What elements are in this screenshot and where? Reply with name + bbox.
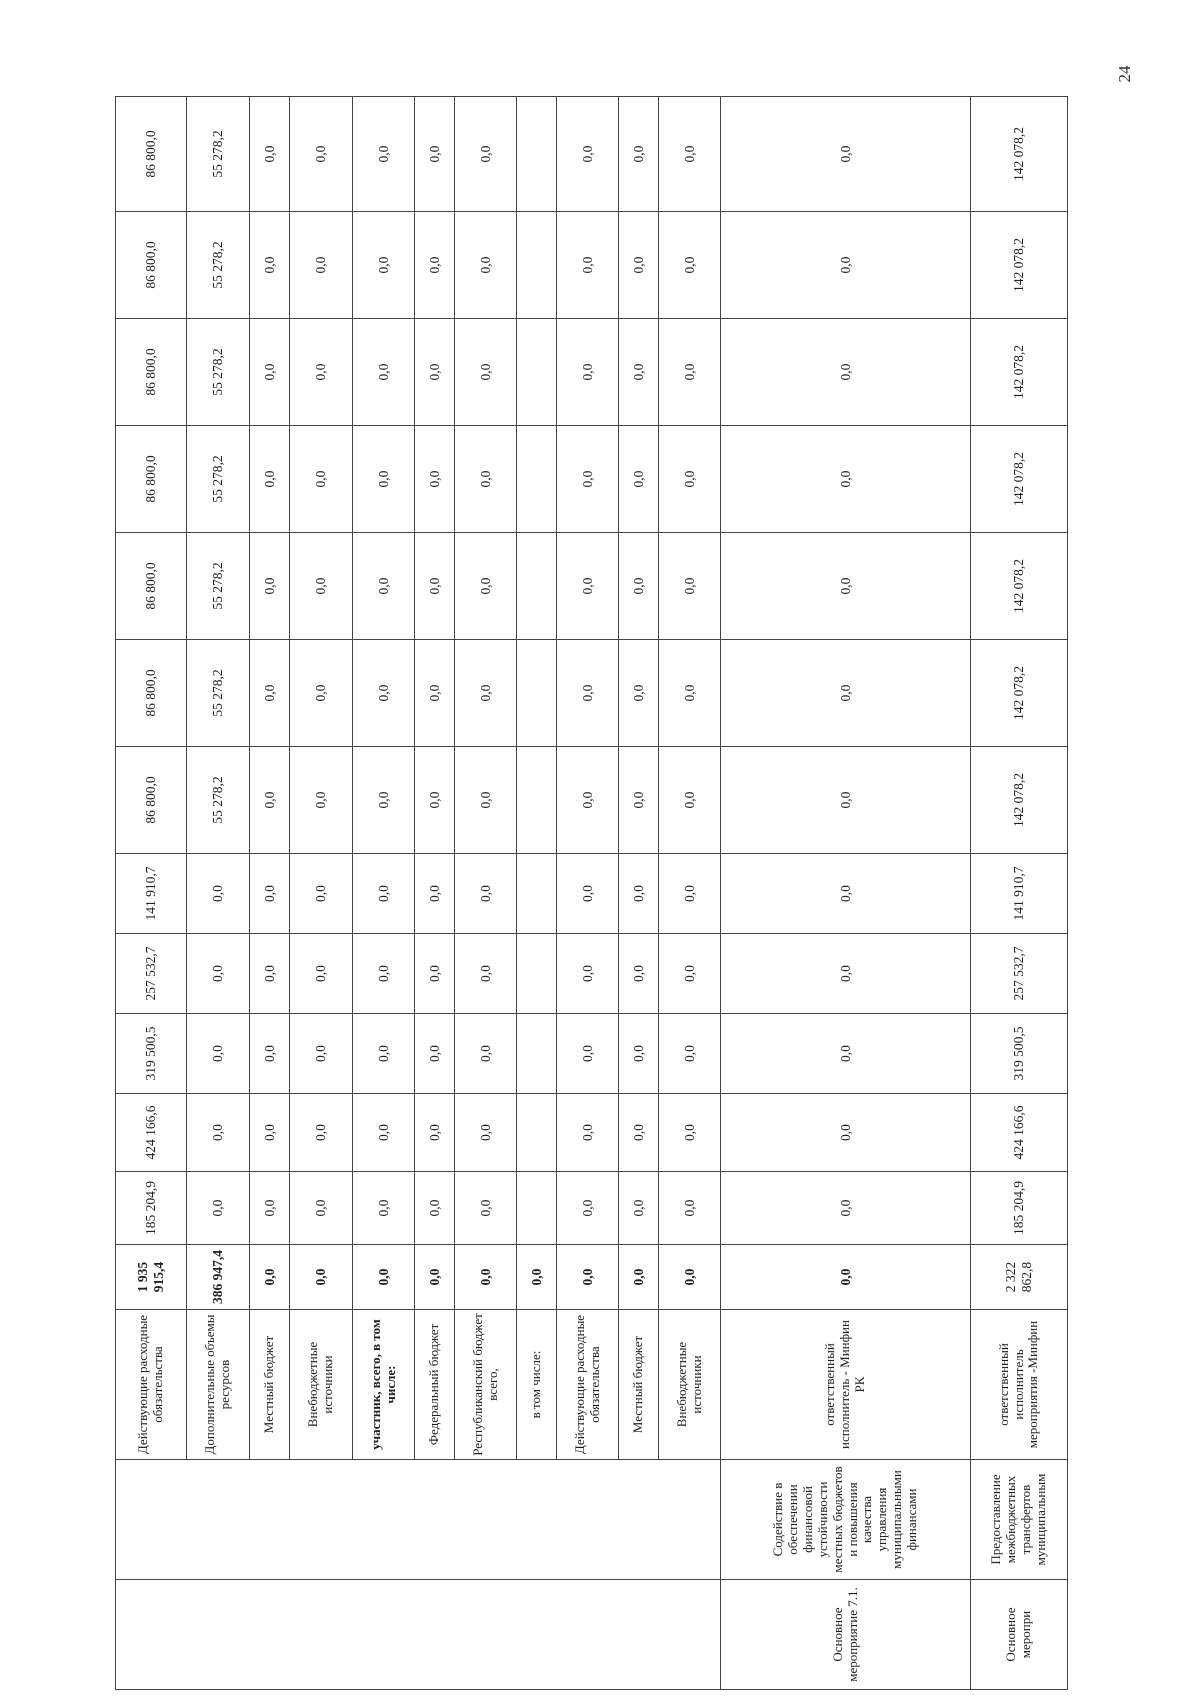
value-cell: 0,0: [659, 1094, 721, 1172]
value-cell: 0,0: [455, 533, 517, 640]
value-cell: 0,0: [353, 97, 415, 212]
value-cell: 185 204,9: [971, 1172, 1068, 1245]
source-label: Республиканский бюджет всего,: [455, 1310, 517, 1460]
value-cell: 141 910,7: [971, 854, 1068, 934]
value-cell: 0,0: [415, 854, 455, 934]
value-cell: 0,0: [187, 854, 250, 934]
event-name-cell: Предоставление межбюджетных трансфертов муниципальным: [971, 1460, 1068, 1580]
value-cell: 0,0: [455, 212, 517, 319]
value-cell: 0,0: [721, 97, 971, 212]
source-label: Местный бюджет: [619, 1310, 659, 1460]
value-cell: 0,0: [557, 640, 619, 747]
value-cell: 55 278,2: [187, 212, 250, 319]
value-cell: 0,0: [353, 426, 415, 533]
value-cell: 2 322 862,8: [971, 1245, 1068, 1310]
value-cell: 0,0: [721, 934, 971, 1014]
value-cell: 86 800,0: [116, 747, 187, 854]
value-cell: 0,0: [353, 640, 415, 747]
source-label: Внебюджетные источники: [659, 1310, 721, 1460]
value-cell: 0,0: [353, 747, 415, 854]
value-cell: 142 078,2: [971, 426, 1068, 533]
table-row: [659, 97, 721, 1690]
value-cell: 0,0: [721, 426, 971, 533]
value-cell: 0,0: [250, 1094, 290, 1172]
value-cell: 55 278,2: [187, 426, 250, 533]
value-cell: 0,0: [187, 1094, 250, 1172]
page-number: 24: [1115, 65, 1134, 83]
value-cell: 55 278,2: [187, 97, 250, 212]
value-cell: [517, 1172, 557, 1245]
value-cell: 0,0: [659, 934, 721, 1014]
table-row: [187, 97, 250, 1690]
value-cell: 0,0: [557, 854, 619, 934]
value-cell: 0,0: [557, 97, 619, 212]
source-label: Федеральный бюджет: [415, 1310, 455, 1460]
value-cell: [517, 212, 557, 319]
value-cell: 0,0: [415, 1094, 455, 1172]
value-cell: 0,0: [353, 533, 415, 640]
value-cell: 0,0: [455, 1172, 517, 1245]
value-cell: 142 078,2: [971, 319, 1068, 426]
value-cell: 0,0: [557, 319, 619, 426]
value-cell: 0,0: [415, 212, 455, 319]
value-cell: 0,0: [659, 533, 721, 640]
value-cell: 0,0: [659, 426, 721, 533]
value-cell: 55 278,2: [187, 747, 250, 854]
value-cell: 0,0: [721, 854, 971, 934]
value-cell: 0,0: [455, 426, 517, 533]
value-cell: 0,0: [455, 854, 517, 934]
value-cell: 0,0: [721, 1172, 971, 1245]
value-cell: 55 278,2: [187, 533, 250, 640]
value-cell: 0,0: [455, 97, 517, 212]
value-cell: 0,0: [619, 1172, 659, 1245]
value-cell: [517, 640, 557, 747]
value-cell: 319 500,5: [971, 1014, 1068, 1094]
value-cell: 0,0: [619, 1245, 659, 1310]
value-cell: 0,0: [353, 1014, 415, 1094]
value-cell: 0,0: [415, 1245, 455, 1310]
value-cell: 142 078,2: [971, 533, 1068, 640]
table-row: [415, 97, 455, 1690]
value-cell: 0,0: [721, 1014, 971, 1094]
table-row: [455, 97, 517, 1690]
value-cell: 86 800,0: [116, 426, 187, 533]
source-label: Местный бюджет: [250, 1310, 290, 1460]
value-cell: 0,0: [619, 319, 659, 426]
value-cell: 0,0: [659, 640, 721, 747]
value-cell: 0,0: [290, 854, 353, 934]
table-row: [721, 97, 971, 1690]
value-cell: 257 532,7: [116, 934, 187, 1014]
value-cell: 0,0: [659, 854, 721, 934]
value-cell: 0,0: [557, 934, 619, 1014]
value-cell: 0,0: [250, 319, 290, 426]
value-cell: 0,0: [455, 319, 517, 426]
value-cell: 424 166,6: [116, 1094, 187, 1172]
value-cell: 0,0: [659, 1245, 721, 1310]
value-cell: 0,0: [250, 934, 290, 1014]
value-cell: 0,0: [353, 854, 415, 934]
value-cell: 0,0: [290, 1245, 353, 1310]
value-cell: 424 166,6: [971, 1094, 1068, 1172]
table-row: [971, 97, 1068, 1690]
table-row: [250, 97, 290, 1690]
value-cell: 0,0: [619, 533, 659, 640]
value-cell: 0,0: [353, 1094, 415, 1172]
value-cell: [517, 426, 557, 533]
event-code-cell: Основное меропри: [971, 1580, 1068, 1690]
value-cell: 0,0: [659, 212, 721, 319]
source-label: участник, всего, в том числе:: [353, 1310, 415, 1460]
value-cell: 0,0: [415, 640, 455, 747]
value-cell: 0,0: [455, 934, 517, 1014]
value-cell: 0,0: [187, 1172, 250, 1245]
event-code-cell-empty: [116, 1580, 721, 1690]
value-cell: 0,0: [455, 640, 517, 747]
value-cell: 0,0: [557, 426, 619, 533]
value-cell: 0,0: [250, 1014, 290, 1094]
value-cell: 0,0: [290, 97, 353, 212]
source-label: ответственный исполнитель - Минфин РК: [721, 1310, 971, 1460]
value-cell: 0,0: [290, 426, 353, 533]
value-cell: 0,0: [557, 533, 619, 640]
value-cell: 0,0: [659, 747, 721, 854]
source-label: Дополнительные объемы ресурсов: [187, 1310, 250, 1460]
value-cell: 0,0: [353, 1172, 415, 1245]
event-name-cell-empty: [116, 1460, 721, 1580]
table-row: [353, 97, 415, 1690]
value-cell: 142 078,2: [971, 747, 1068, 854]
value-cell: 0,0: [415, 426, 455, 533]
value-cell: 0,0: [721, 747, 971, 854]
value-cell: 0,0: [415, 1172, 455, 1245]
value-cell: 0,0: [415, 1014, 455, 1094]
value-cell: 0,0: [721, 640, 971, 747]
value-cell: [517, 934, 557, 1014]
value-cell: [517, 97, 557, 212]
value-cell: 55 278,2: [187, 640, 250, 747]
value-cell: 0,0: [721, 319, 971, 426]
value-cell: 0,0: [619, 747, 659, 854]
value-cell: 0,0: [250, 1245, 290, 1310]
value-cell: 0,0: [659, 1172, 721, 1245]
event-code-cell: Основное мероприятие 7.1.: [721, 1580, 971, 1690]
value-cell: 0,0: [187, 934, 250, 1014]
value-cell: 0,0: [721, 1245, 971, 1310]
value-cell: 0,0: [290, 934, 353, 1014]
value-cell: [517, 319, 557, 426]
value-cell: [517, 533, 557, 640]
value-cell: 0,0: [353, 934, 415, 1014]
value-cell: 0,0: [290, 1014, 353, 1094]
value-cell: 0,0: [619, 1094, 659, 1172]
value-cell: 0,0: [250, 1172, 290, 1245]
value-cell: 0,0: [353, 212, 415, 319]
value-cell: 0,0: [557, 747, 619, 854]
rotated-table-container: [115, 97, 1067, 1690]
source-label: Внебюджетные источники: [290, 1310, 353, 1460]
value-cell: 0,0: [415, 747, 455, 854]
value-cell: [517, 1094, 557, 1172]
value-cell: 142 078,2: [971, 640, 1068, 747]
value-cell: 0,0: [250, 747, 290, 854]
value-cell: 0,0: [659, 1014, 721, 1094]
value-cell: 0,0: [619, 212, 659, 319]
value-cell: 0,0: [721, 533, 971, 640]
table-row: [557, 97, 619, 1690]
value-cell: 86 800,0: [116, 640, 187, 747]
value-cell: 0,0: [455, 1014, 517, 1094]
value-cell: 0,0: [290, 747, 353, 854]
table-row: [517, 97, 557, 1690]
value-cell: 142 078,2: [971, 97, 1068, 212]
value-cell: 319 500,5: [116, 1014, 187, 1094]
value-cell: 86 800,0: [116, 212, 187, 319]
value-cell: 185 204,9: [116, 1172, 187, 1245]
value-cell: 0,0: [619, 426, 659, 533]
source-label: в том числе:: [517, 1310, 557, 1460]
value-cell: 0,0: [415, 934, 455, 1014]
value-cell: 386 947,4: [187, 1245, 250, 1310]
event-name-cell: Содействие в обеспечении финансовой устойчивости местных бюджетов и повышения качества управления муниципальными финансами: [721, 1460, 971, 1580]
value-cell: [517, 1014, 557, 1094]
value-cell: 0,0: [619, 640, 659, 747]
value-cell: 0,0: [250, 640, 290, 747]
source-label: ответственный исполнитель мероприятия -Минфин: [971, 1310, 1068, 1460]
value-cell: 0,0: [721, 1094, 971, 1172]
value-cell: 0,0: [659, 97, 721, 212]
table-row: [619, 97, 659, 1690]
value-cell: 0,0: [290, 1094, 353, 1172]
value-cell: 0,0: [250, 533, 290, 640]
value-cell: 0,0: [619, 854, 659, 934]
value-cell: 55 278,2: [187, 319, 250, 426]
value-cell: 0,0: [455, 1094, 517, 1172]
value-cell: 0,0: [290, 640, 353, 747]
value-cell: 0,0: [250, 212, 290, 319]
value-cell: 257 532,7: [971, 934, 1068, 1014]
source-label: Действующие расходные обязательства: [116, 1310, 187, 1460]
value-cell: 0,0: [250, 426, 290, 533]
value-cell: 0,0: [290, 1172, 353, 1245]
value-cell: 0,0: [250, 97, 290, 212]
value-cell: 0,0: [557, 212, 619, 319]
value-cell: 86 800,0: [116, 533, 187, 640]
value-cell: 0,0: [353, 319, 415, 426]
source-label: Действующие расходные обязательства: [557, 1310, 619, 1460]
value-cell: 0,0: [290, 319, 353, 426]
value-cell: 0,0: [557, 1014, 619, 1094]
value-cell: 0,0: [415, 533, 455, 640]
value-cell: 0,0: [721, 212, 971, 319]
value-cell: 0,0: [455, 1245, 517, 1310]
value-cell: 0,0: [557, 1094, 619, 1172]
value-cell: 142 078,2: [971, 212, 1068, 319]
value-cell: 141 910,7: [116, 854, 187, 934]
value-cell: 0,0: [619, 1014, 659, 1094]
value-cell: 0,0: [250, 854, 290, 934]
table-row: [116, 97, 187, 1690]
table-row: [290, 97, 353, 1690]
value-cell: 0,0: [415, 319, 455, 426]
value-cell: 0,0: [659, 319, 721, 426]
value-cell: 0,0: [619, 97, 659, 212]
value-cell: [517, 747, 557, 854]
budget-table: [115, 96, 1068, 1690]
value-cell: 86 800,0: [116, 97, 187, 212]
value-cell: 0,0: [187, 1014, 250, 1094]
value-cell: 1 935 915,4: [116, 1245, 187, 1310]
value-cell: 0,0: [557, 1172, 619, 1245]
value-cell: 0,0: [517, 1245, 557, 1310]
value-cell: 0,0: [415, 97, 455, 212]
value-cell: 0,0: [353, 1245, 415, 1310]
value-cell: 0,0: [619, 934, 659, 1014]
value-cell: 86 800,0: [116, 319, 187, 426]
value-cell: 0,0: [290, 533, 353, 640]
value-cell: [517, 854, 557, 934]
value-cell: 0,0: [290, 212, 353, 319]
value-cell: 0,0: [455, 747, 517, 854]
value-cell: 0,0: [557, 1245, 619, 1310]
